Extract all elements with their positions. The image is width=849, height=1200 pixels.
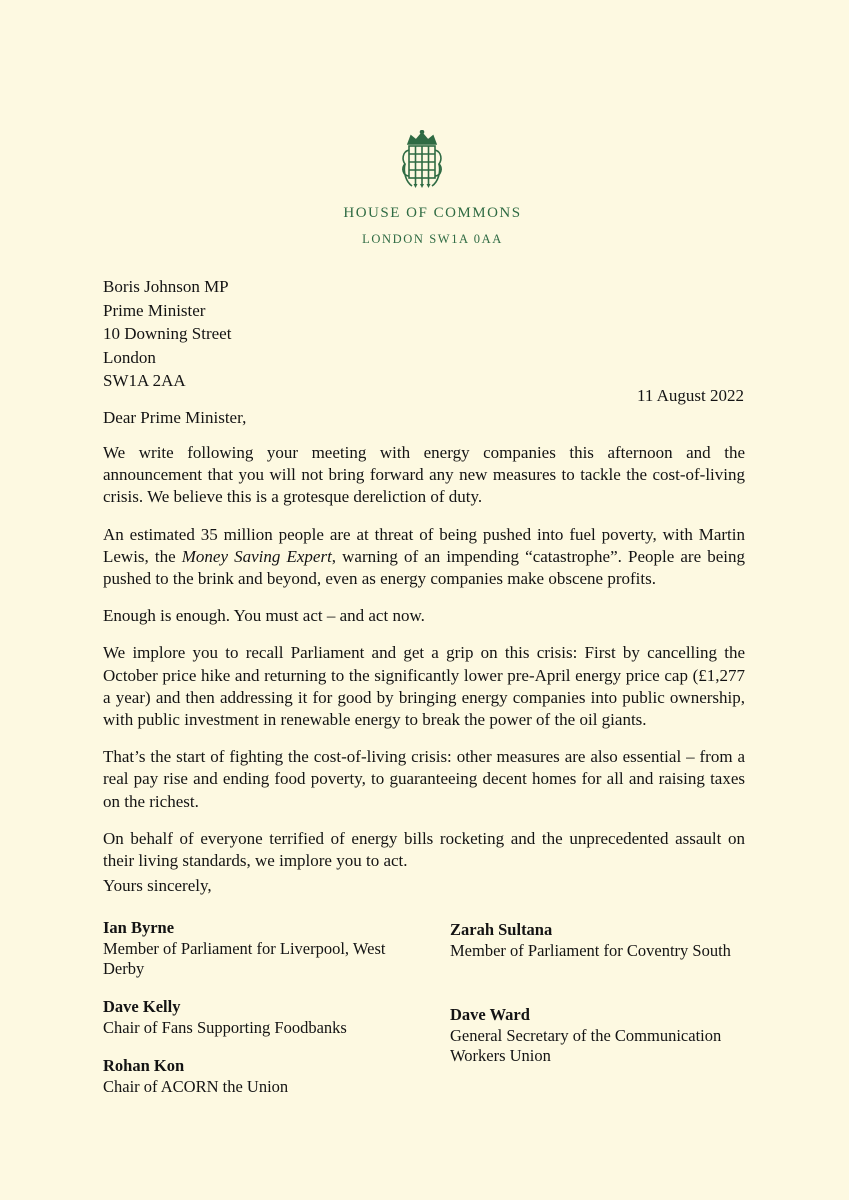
signatory-3 [103, 997, 413, 1038]
recipient-city: London [103, 347, 156, 367]
salutation: Dear Prime Minister, [103, 408, 247, 427]
signatory-name: Ian Byrne [103, 918, 175, 937]
recipient-name: Boris Johnson MP [103, 277, 229, 296]
letter-body [103, 442, 745, 887]
portcullis-crest-icon [400, 130, 444, 190]
signatory-4 [450, 1005, 750, 1067]
signatory-role: Chair of ACORN the Union [103, 1076, 289, 1096]
paragraph-2-end: , warning of an impending “catastrophe”. People are being pushed to the brink and beyond, even as energy companies make obscene profits. [103, 546, 745, 589]
recipient-title: Prime Minister [103, 300, 206, 320]
signatory-name: Zarah Sultana [450, 920, 553, 939]
letterhead-organisation: HOUSE OF COMMONS [343, 205, 522, 221]
signatory-role: General Secretary of the Communication Workers Union [450, 1025, 722, 1065]
recipient-street: 10 Downing Street [103, 324, 232, 343]
paragraph-2 [103, 524, 745, 591]
signatory-name: Rohan Kon [103, 1056, 185, 1075]
paragraph-2-emphasis: Money Saving Expert [181, 546, 332, 566]
recipient-postcode: SW1A 2AA [103, 371, 186, 390]
signatory-2 [450, 920, 760, 961]
paragraph-5: That’s the start of fighting the cost-of-living crisis: other measures are also essential – from a real pay rise and ending food poverty, to guaranteeing decent homes for all and raising taxes on the richest. [103, 747, 745, 811]
paragraph-6: On behalf of everyone terrified of energy bills rocketing and the unprecedented assault on their living standards, we implore you to act. [103, 828, 745, 871]
signatory-5 [103, 1056, 413, 1097]
signatory-role: Member of Parliament for Coventry South [450, 940, 731, 960]
letter-date: 11 August 2022 [636, 386, 744, 405]
signatory-name: Dave Ward [450, 1005, 530, 1024]
paragraph-1: We write following your meeting with energy companies this afternoon and the announcement that you will not bring forward any new measures to tackle the cost-of-living crisis. We believe this is a grotesque dereliction of duty. [103, 443, 745, 507]
paragraph-2-start: An estimated 35 million people are at threat of being pushed into fuel poverty, with Martin Lewis, the [103, 524, 745, 566]
letterhead-address: LONDON SW1A 0AA [362, 232, 503, 246]
signatory-1 [103, 918, 413, 980]
paragraph-3: Enough is enough. You must act – and act now. [103, 606, 425, 626]
signatory-name: Dave Kelly [103, 997, 181, 1016]
closing: Yours sincerely, [103, 876, 212, 895]
signatory-role: Chair of Fans Supporting Foodbanks [103, 1017, 347, 1037]
recipient-address [103, 275, 231, 393]
paragraph-4: We implore you to recall Parliament and get a grip on this crisis: First by cancelling the October price hike and returning to the significantly lower pre-April energy price cap (£1,277 a year) and then addressing it for good by bringing energy companies into public ownership, with public investment in renewable energy to break the power of the oil giants. [103, 643, 745, 730]
signatory-role: Member of Parliament for Liverpool, West Derby [103, 938, 386, 978]
